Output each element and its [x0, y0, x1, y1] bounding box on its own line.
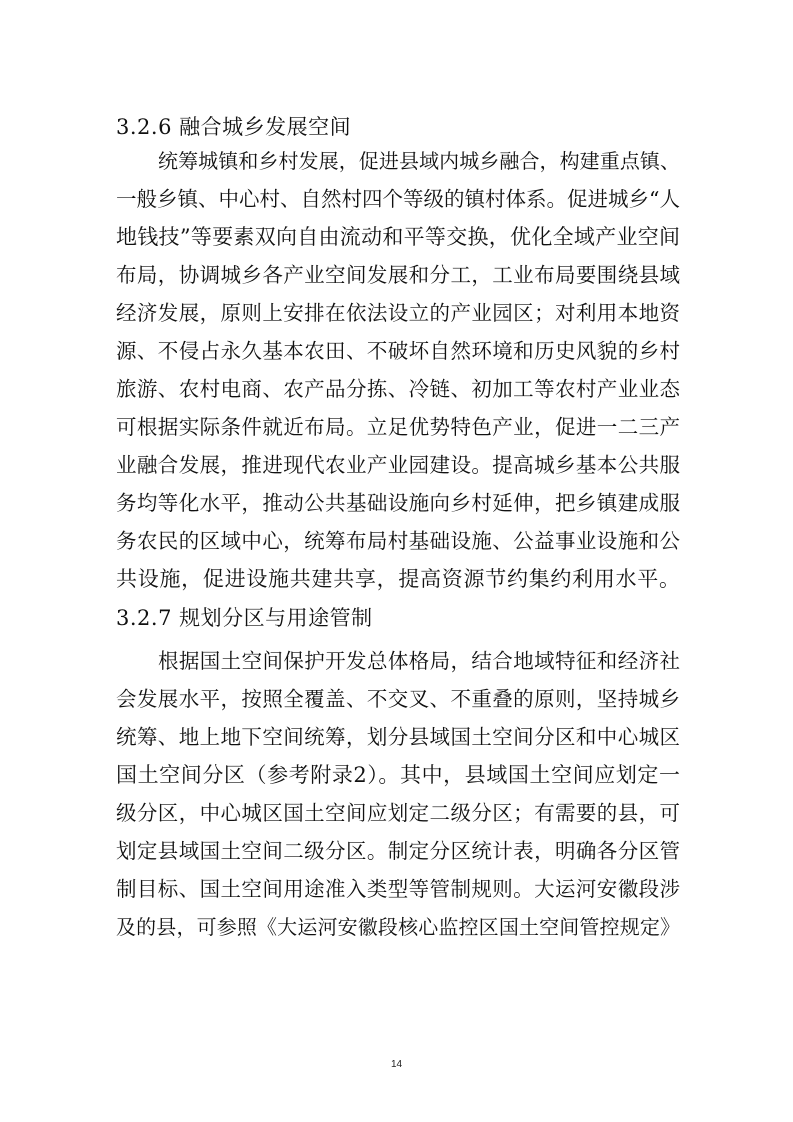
paragraph-line: 会发展水平，按照全覆盖、不交叉、不重叠的原则，坚持城乡	[116, 687, 680, 711]
paragraph-line: 制目标、国土空间用途准入类型等管制规则。大运河安徽段涉	[116, 877, 680, 901]
section-heading-3-2-7: 3.2.7 规划分区与用途管制	[116, 606, 373, 630]
paragraph-line: 共设施，促进设施共建共享，提高资源节约集约利用水平。	[116, 567, 680, 591]
paragraph-line: 划定县域国土空间二级分区。制定分区统计表，明确各分区管	[116, 839, 680, 863]
paragraph-line: 根据国土空间保护开发总体格局，结合地域特征和经济社	[158, 649, 680, 673]
page-number: 14	[390, 1059, 403, 1070]
paragraph-line: 旅游、农村电商、农产品分拣、冷链、初加工等农村产业业态	[116, 377, 680, 401]
paragraph-line: 务农民的区域中心，统筹布局村基础设施、公益事业设施和公	[116, 529, 680, 553]
paragraph-line: 一般乡镇、中心村、自然村四个等级的镇村体系。促进城乡“人	[116, 187, 680, 211]
section-heading-3-2-6: 3.2.6 融合城乡发展空间	[116, 115, 352, 139]
paragraph-line: 地钱技”等要素双向自由流动和平等交换，优化全域产业空间	[116, 225, 680, 249]
paragraph-line: 统筹城镇和乡村发展，促进县域内城乡融合，构建重点镇、	[158, 149, 680, 173]
paragraph-line: 务均等化水平，推动公共基础设施向乡村延伸，把乡镇建成服	[116, 491, 680, 515]
paragraph-line: 及的县，可参照《大运河安徽段核心监控区国土空间管控规定》	[116, 915, 680, 939]
paragraph-line: 经济发展，原则上安排在依法设立的产业园区；对利用本地资	[116, 301, 680, 325]
paragraph-line: 源、不侵占永久基本农田、不破坏自然环境和历史风貌的乡村	[116, 339, 680, 363]
paragraph-line: 布局，协调城乡各产业空间发展和分工，工业布局要围绕县域	[116, 263, 680, 287]
paragraph-line: 可根据实际条件就近布局。立足优势特色产业，促进一二三产	[116, 415, 680, 439]
paragraph-line: 级分区，中心城区国土空间应划定二级分区；有需要的县，可	[116, 801, 680, 825]
paragraph-line: 业融合发展，推进现代农业产业园建设。提高城乡基本公共服	[116, 453, 680, 477]
paragraph-line: 国土空间分区（参考附录2）。其中，县域国土空间应划定一	[116, 763, 680, 787]
paragraph-line: 统筹、地上地下空间统筹，划分县域国土空间分区和中心城区	[116, 725, 680, 749]
